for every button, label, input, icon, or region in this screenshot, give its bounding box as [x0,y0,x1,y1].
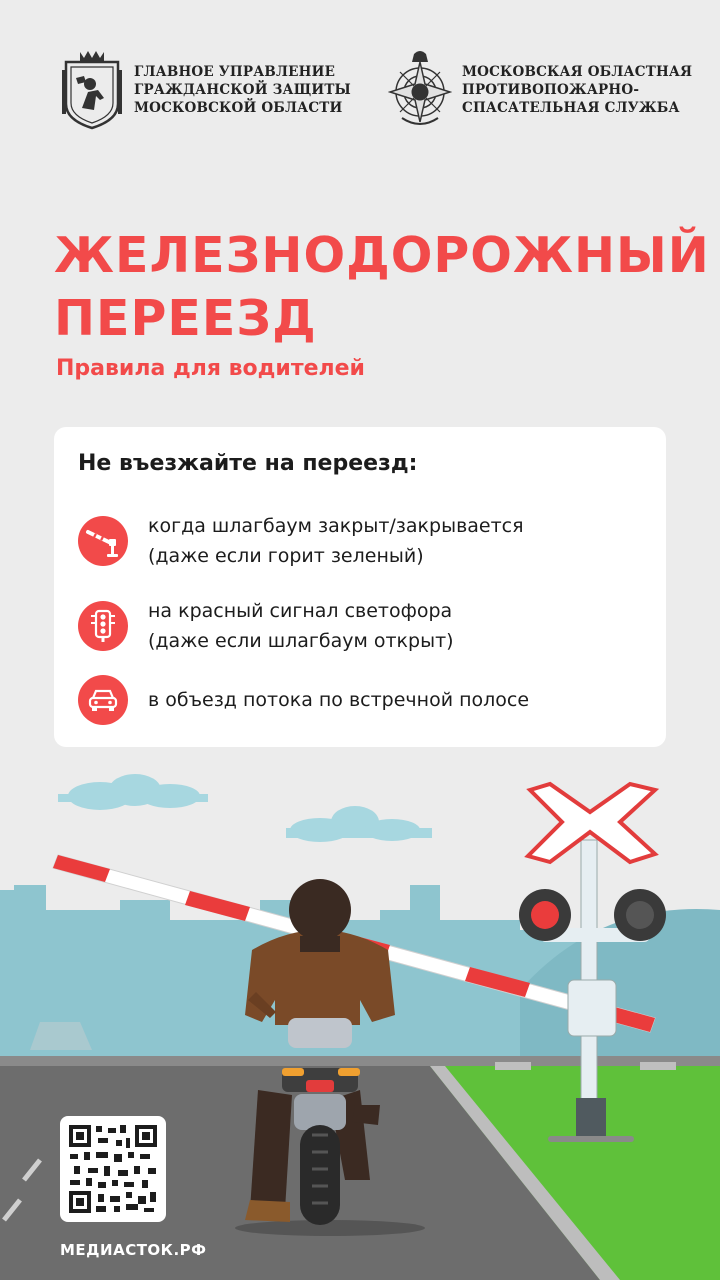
org1-name-line1: ГЛАВНОЕ УПРАВЛЕНИЕ [134,64,336,80]
org2-name-line3: СПАСАТЕЛЬНАЯ СЛУЖБА [462,100,680,116]
barrier-icon [78,516,128,566]
rules-heading: Не въезжайте на переезд: [78,451,418,476]
rule-text [148,596,454,656]
rule-text [148,685,529,715]
rule-item-car [78,675,650,725]
traffic-light-icon [78,601,128,651]
rule-line1: на красный сигнал светофора [148,600,453,622]
fire-rescue-emblem-icon [388,48,452,132]
rule-item-traffic-light [78,596,650,656]
rule-line1: когда шлагбаум закрыт/закрывается [148,515,524,537]
cloud-icon [58,774,208,810]
page-title [54,224,710,350]
org-civil-defense [60,48,351,132]
rule-text [148,511,524,571]
car-icon [78,675,128,725]
qr-code[interactable] [60,1116,166,1222]
rule-line2: (даже если шлагбаум открыт) [148,630,454,652]
page-subtitle: Правила для водителей [56,356,365,381]
org-fire-rescue [388,48,692,132]
footer-site-link[interactable]: МЕДИАСТОК.РФ [60,1241,207,1259]
rule-item-barrier [78,511,650,571]
header [60,48,693,138]
org2-name-line1: МОСКОВСКАЯ ОБЛАСТНАЯ [462,64,693,80]
org2-name [462,63,692,117]
moscow-region-coat-of-arms-icon [60,48,124,132]
org2-name-line2: ПРОТИВОПОЖАРНО- [462,82,640,98]
rule-line1: в объезд потока по встречной полосе [148,689,530,711]
org1-name-line3: МОСКОВСКОЙ ОБЛАСТИ [134,100,343,116]
org1-name-line2: ГРАЖДАНСКОЙ ЗАЩИТЫ [134,82,351,98]
title-line2: ПЕРЕЕЗД [54,290,317,347]
rule-line2: (даже если горит зеленый) [148,545,424,567]
rules-card [54,427,666,747]
org1-name [134,63,351,117]
title-line1: ЖЕЛЕЗНОДОРОЖНЫЙ [54,227,710,284]
